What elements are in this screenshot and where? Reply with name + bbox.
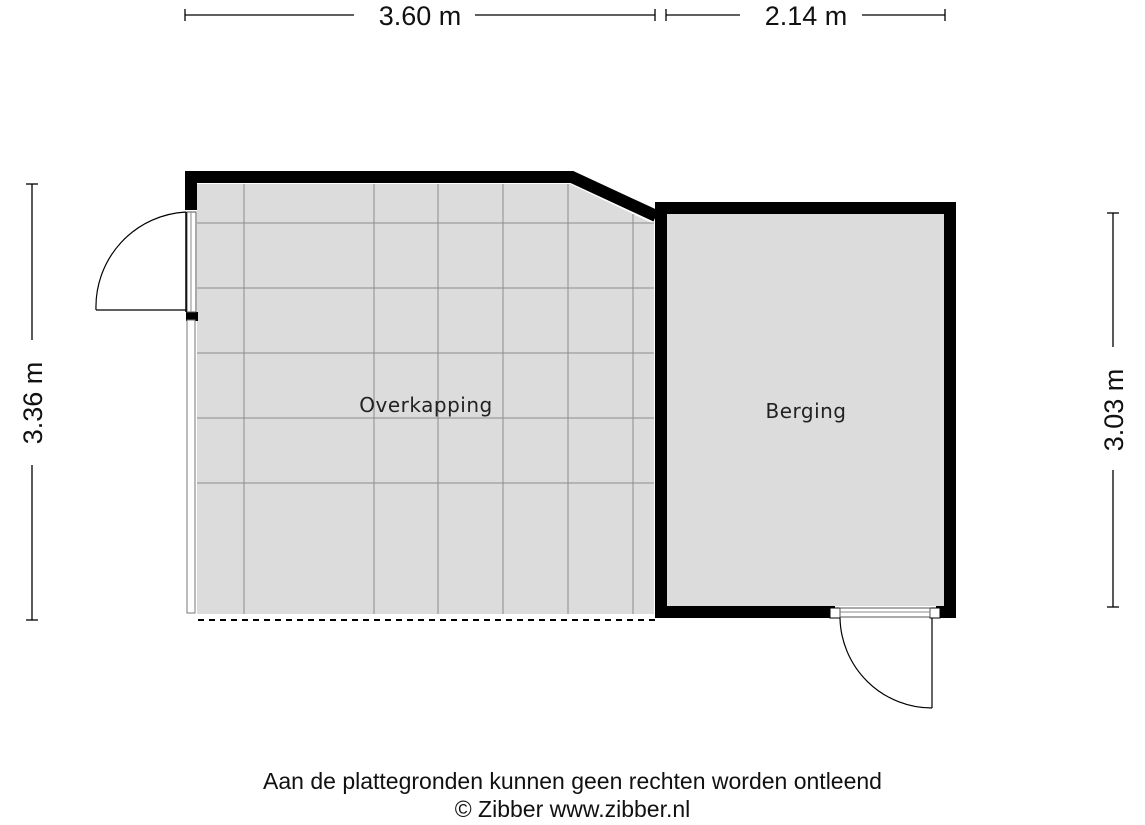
footer-disclaimer: Aan de plattegronden kunnen geen rechten worden ontleend xyxy=(263,768,882,794)
dimension-label-top-left: 3.60 m xyxy=(378,1,462,31)
dimension-label-top-right: 2.14 m xyxy=(764,1,848,31)
dimension-right xyxy=(1099,213,1129,607)
dimension-top-right xyxy=(666,1,945,31)
dimension-top-left xyxy=(185,1,655,31)
dimension-label-left: 3.36 m xyxy=(18,361,48,445)
door-left xyxy=(96,212,196,312)
dimension-label-right: 3.03 m xyxy=(1099,368,1129,452)
room-label-overkapping: Overkapping xyxy=(359,393,493,417)
dimension-left xyxy=(18,184,48,620)
door-berging xyxy=(830,608,940,708)
footer-copyright: © Zibber www.zibber.nl xyxy=(454,796,691,822)
open-side-left xyxy=(187,320,195,613)
room-label-berging: Berging xyxy=(765,399,847,423)
